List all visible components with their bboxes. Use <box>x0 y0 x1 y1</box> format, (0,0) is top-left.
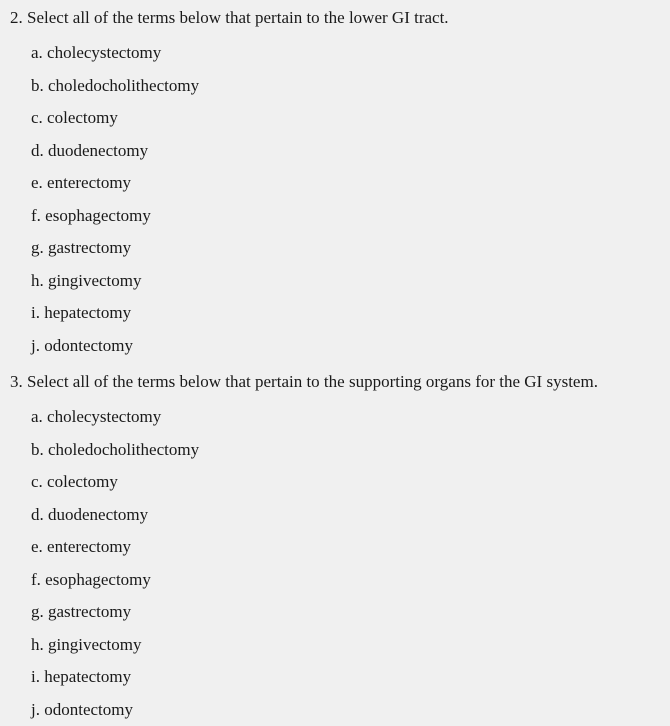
option-c: c. colectomy <box>31 472 118 491</box>
option-f: f. esophagectomy <box>31 205 151 225</box>
option-h: h. gingivectomy <box>31 270 142 290</box>
option-b: b. choledocholithectomy <box>31 75 200 95</box>
option-g: g. gastrectomy <box>31 602 132 621</box>
option-f: f. esophagectomy <box>31 569 151 589</box>
option-e: e. enterectomy <box>31 537 132 556</box>
option-c: c. colectomy <box>31 108 118 127</box>
option-d: d. duodenectomy <box>31 140 149 160</box>
option-g: g. gastrectomy <box>31 238 132 257</box>
option-a: a. cholecystectomy <box>31 43 162 62</box>
question-2 <box>10 8 670 356</box>
option-h: h. gingivectomy <box>31 634 142 654</box>
option-b: b. choledocholithectomy <box>31 439 200 459</box>
question-3-options <box>10 407 670 720</box>
question-2-options <box>10 43 670 356</box>
question-3-prompt: 3. Select all of the terms below that pertain to the supporting organs for the GI system. <box>10 372 598 391</box>
option-e: e. enterectomy <box>31 173 132 192</box>
question-3 <box>10 372 670 720</box>
option-a: a. cholecystectomy <box>31 407 162 426</box>
option-j: j. odontectomy <box>31 699 133 719</box>
option-i: i. hepatectomy <box>31 303 132 322</box>
option-i: i. hepatectomy <box>31 667 132 686</box>
option-d: d. duodenectomy <box>31 504 149 524</box>
question-2-prompt: 2. Select all of the terms below that pertain to the lower GI tract. <box>10 8 449 27</box>
option-j: j. odontectomy <box>31 335 133 355</box>
